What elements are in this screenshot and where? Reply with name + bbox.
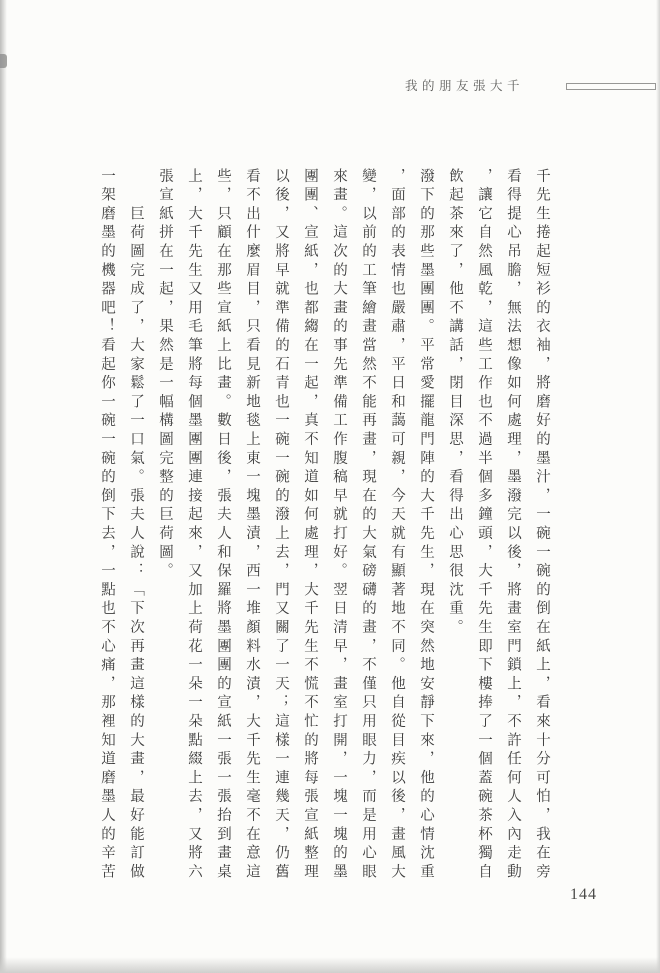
- text-column: 團團、宣紙，也都縐在一起，真不知道如何處理，大千先生不慌不忙的將每張宣紙整理: [302, 168, 318, 883]
- text-column: 來畫。這次的大畫的事先準備工作腹稿早就打好。翌日清早，畫室打開，一塊一塊的墨: [331, 168, 347, 883]
- scan-edge-bottom: [0, 957, 660, 973]
- text-column: 變，以前的工筆繪畫當然不能再畫，現在的大氣磅礴的畫，不僅只用眼力，而是用心眼: [360, 168, 376, 883]
- text-column: 千先生捲起短衫的衣袖，將磨好的墨汁，一碗一碗的倒在紙上，看來十分可怕，我在旁: [534, 168, 550, 883]
- text-column: ，面部的表情也嚴肅，平日和藹可親，今天就有顯著地不同。他自從目疾以後，畫風大: [389, 168, 405, 883]
- text-column: 一架磨墨的機器吧！看起你一碗一碗的倒下去，一點也不心痛，那裡知道磨墨人的辛苦: [99, 168, 115, 883]
- text-column: 看不出什麼眉目，只看見新地毯上東一塊墨漬，西一堆顏料水漬，大千先生毫不在意這: [244, 168, 260, 883]
- text-column: 巨荷圖完成了，大家鬆了一口氣。張夫人說：「下次再畫這樣的大畫，最好能訂做: [128, 168, 144, 883]
- running-header-title: 我的朋友張大千: [404, 79, 524, 93]
- scan-edge-right: [656, 0, 660, 973]
- page-number: 144: [570, 886, 597, 903]
- text-column: 潑下的那些墨團團。平常愛擺龍門陣的大千先生，現在突然地安靜下來，他的心情沈重: [418, 168, 434, 883]
- text-column: 張宣紙拼在一起，果然是一幅構圖完整的巨荷圖。: [157, 168, 173, 582]
- text-column: 上，大千先生又用毛筆將每個墨團團連接起來，又加上荷花一朵一朵點綴上去，又將六: [186, 168, 202, 883]
- scan-corner-artifact: [0, 54, 7, 68]
- text-column: ，讓它自然風乾，這些工作也不過半個多鐘頭，大千先生即下樓捧了一個蓋碗茶杯獨自: [476, 168, 492, 883]
- text-column: 以後，又將早就準備的石青也一碗一碗的潑上去，門又關了一天；這樣一連幾天，仍舊: [273, 168, 289, 883]
- text-column: 些，只顧在那些宣紙上比畫。數日後，張夫人和保羅將墨團團的宣紙一張一張抬到畫桌: [215, 168, 231, 883]
- scan-edge-left: [0, 0, 7, 973]
- header-rule-box: [566, 83, 656, 90]
- text-column: 飲起茶來了，他不講話，閉目深思，看得出心思很沈重。: [447, 168, 463, 638]
- text-column: 看得提心吊膽，無法想像如何處理，墨潑完以後，將畫室門鎖上，不許任何人入內走動: [505, 168, 521, 883]
- body-text-block: [92, 168, 556, 890]
